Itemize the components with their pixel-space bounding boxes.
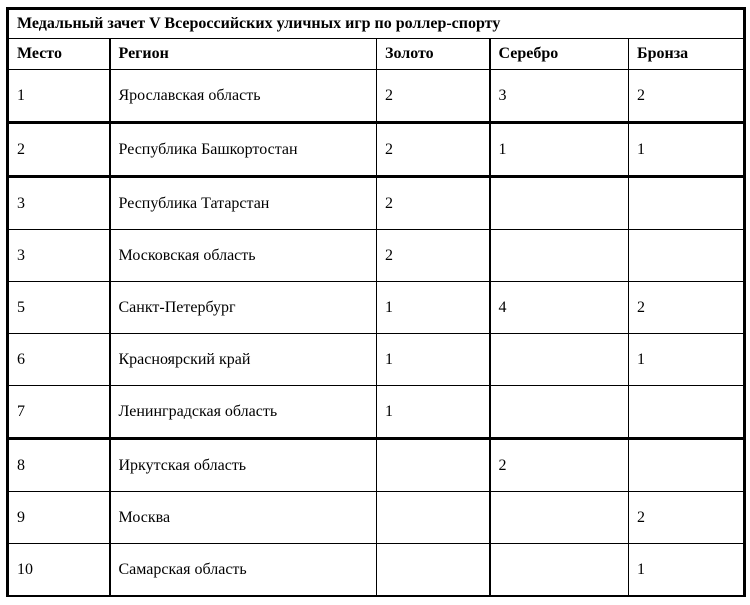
bronze-cell bbox=[629, 439, 745, 492]
place-cell: 5 bbox=[8, 282, 110, 334]
column-header-silver: Серебро bbox=[490, 39, 629, 70]
place-cell: 3 bbox=[8, 230, 110, 282]
column-header-place: Место bbox=[8, 39, 110, 70]
place-cell: 2 bbox=[8, 123, 110, 177]
region-cell: Красноярский край bbox=[110, 334, 377, 386]
place-cell: 1 bbox=[8, 70, 110, 123]
silver-cell bbox=[490, 334, 629, 386]
table-row bbox=[8, 282, 745, 334]
header-row bbox=[8, 39, 745, 70]
table-row bbox=[8, 544, 745, 597]
gold-cell bbox=[377, 492, 490, 544]
table-title: Медальный зачет V Всероссийских уличных игр по роллер-спорту bbox=[8, 9, 745, 39]
silver-cell: 2 bbox=[490, 439, 629, 492]
gold-cell: 2 bbox=[377, 177, 490, 230]
column-header-bronze: Бронза bbox=[629, 39, 745, 70]
place-cell: 10 bbox=[8, 544, 110, 597]
bronze-cell: 1 bbox=[629, 123, 745, 177]
gold-cell: 2 bbox=[377, 123, 490, 177]
bronze-cell: 2 bbox=[629, 282, 745, 334]
region-cell: Ярославская область bbox=[110, 70, 377, 123]
table-row bbox=[8, 492, 745, 544]
table-row bbox=[8, 439, 745, 492]
place-cell: 8 bbox=[8, 439, 110, 492]
column-header-region: Регион bbox=[110, 39, 377, 70]
gold-cell: 2 bbox=[377, 70, 490, 123]
gold-cell bbox=[377, 439, 490, 492]
title-row bbox=[8, 9, 745, 39]
region-cell: Московская область bbox=[110, 230, 377, 282]
silver-cell: 3 bbox=[490, 70, 629, 123]
region-cell: Санкт-Петербург bbox=[110, 282, 377, 334]
bronze-cell bbox=[629, 230, 745, 282]
gold-cell: 1 bbox=[377, 386, 490, 439]
region-cell: Республика Башкортостан bbox=[110, 123, 377, 177]
silver-cell bbox=[490, 386, 629, 439]
gold-cell: 1 bbox=[377, 334, 490, 386]
silver-cell: 1 bbox=[490, 123, 629, 177]
bronze-cell bbox=[629, 177, 745, 230]
table-row bbox=[8, 334, 745, 386]
place-cell: 9 bbox=[8, 492, 110, 544]
place-cell: 6 bbox=[8, 334, 110, 386]
region-cell: Самарская область bbox=[110, 544, 377, 597]
table-row bbox=[8, 123, 745, 177]
bronze-cell bbox=[629, 386, 745, 439]
gold-cell bbox=[377, 544, 490, 597]
region-cell: Москва bbox=[110, 492, 377, 544]
silver-cell bbox=[490, 177, 629, 230]
silver-cell: 4 bbox=[490, 282, 629, 334]
region-cell: Республика Татарстан bbox=[110, 177, 377, 230]
silver-cell bbox=[490, 544, 629, 597]
bronze-cell: 2 bbox=[629, 492, 745, 544]
silver-cell bbox=[490, 492, 629, 544]
place-cell: 3 bbox=[8, 177, 110, 230]
place-cell: 7 bbox=[8, 386, 110, 439]
gold-cell: 1 bbox=[377, 282, 490, 334]
medal-standings-table bbox=[6, 7, 746, 597]
table-row bbox=[8, 70, 745, 123]
column-header-gold: Золото bbox=[377, 39, 490, 70]
bronze-cell: 1 bbox=[629, 544, 745, 597]
region-cell: Ленинградская область bbox=[110, 386, 377, 439]
table-row bbox=[8, 386, 745, 439]
table-row bbox=[8, 177, 745, 230]
bronze-cell: 2 bbox=[629, 70, 745, 123]
gold-cell: 2 bbox=[377, 230, 490, 282]
bronze-cell: 1 bbox=[629, 334, 745, 386]
region-cell: Иркутская область bbox=[110, 439, 377, 492]
table-row bbox=[8, 230, 745, 282]
silver-cell bbox=[490, 230, 629, 282]
